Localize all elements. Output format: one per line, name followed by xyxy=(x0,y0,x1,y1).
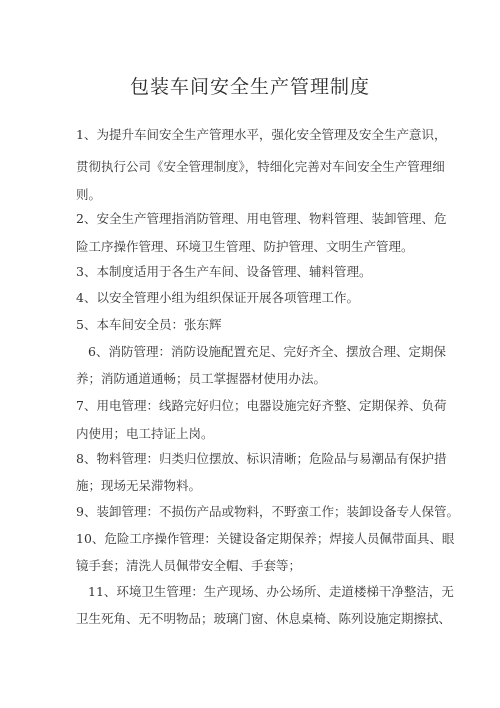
text-line: 镜手套；清洗人员佩带安全帽、手套等； xyxy=(76,558,302,573)
text-line: 10、危险工序操作管理：关键设备定期保养；焊接人员佩带面具、眼 xyxy=(76,531,455,546)
text-line: 1、为提升车间安全生产管理水平，强化安全管理及安全生产意识， xyxy=(76,127,447,142)
text-line: 2、安全生产管理指消防管理、用电管理、物料管理、装卸管理、危 xyxy=(76,211,447,226)
text-line: 3、本制度适用于各生产车间、设备管理、辅料管理。 xyxy=(76,264,372,279)
text-line: 贯彻执行公司《安全管理制度》，特细化完善对车间安全生产管理细 xyxy=(76,159,445,174)
text-line: 养；消防通道通畅；员工掌握器材使用办法。 xyxy=(76,371,327,386)
text-line: 8、物料管理：归类归位摆放、标识清晰；危险品与易潮品有保护措 xyxy=(76,451,447,466)
text-line: 险工序操作管理、环境卫生管理、防护管理、文明生产管理。 xyxy=(76,239,414,254)
text-line: 11、环境卫生管理：生产现场、办公场所、走道楼梯干净整洁，无 xyxy=(88,584,454,599)
text-line: 则。 xyxy=(76,187,102,202)
text-line: 内使用；电工持证上岗。 xyxy=(76,426,214,441)
text-line: 5、本车间安全员：张东辉 xyxy=(76,317,222,332)
text-line: 7、用电管理：线路完好归位；电器设施完好齐整、定期保养、负荷 xyxy=(76,398,447,413)
text-line: 9、装卸管理：不损伤产品或物料，不野蛮工作；装卸设备专人保管。 xyxy=(76,504,459,519)
text-line: 4、以安全管理小组为组织保证开展各项管理工作。 xyxy=(76,290,359,305)
text-line: 卫生死角、无不明物品；玻璃门窗、休息桌椅、陈列设施定期擦拭、 xyxy=(76,611,452,626)
text-line: 6、消防管理：消防设施配置充足、完好齐全、摆放合理、定期保 xyxy=(88,344,446,359)
text-line: 施；现场无呆滞物料。 xyxy=(76,478,202,493)
document-title: 包装车间安全生产管理制度 xyxy=(129,76,370,98)
